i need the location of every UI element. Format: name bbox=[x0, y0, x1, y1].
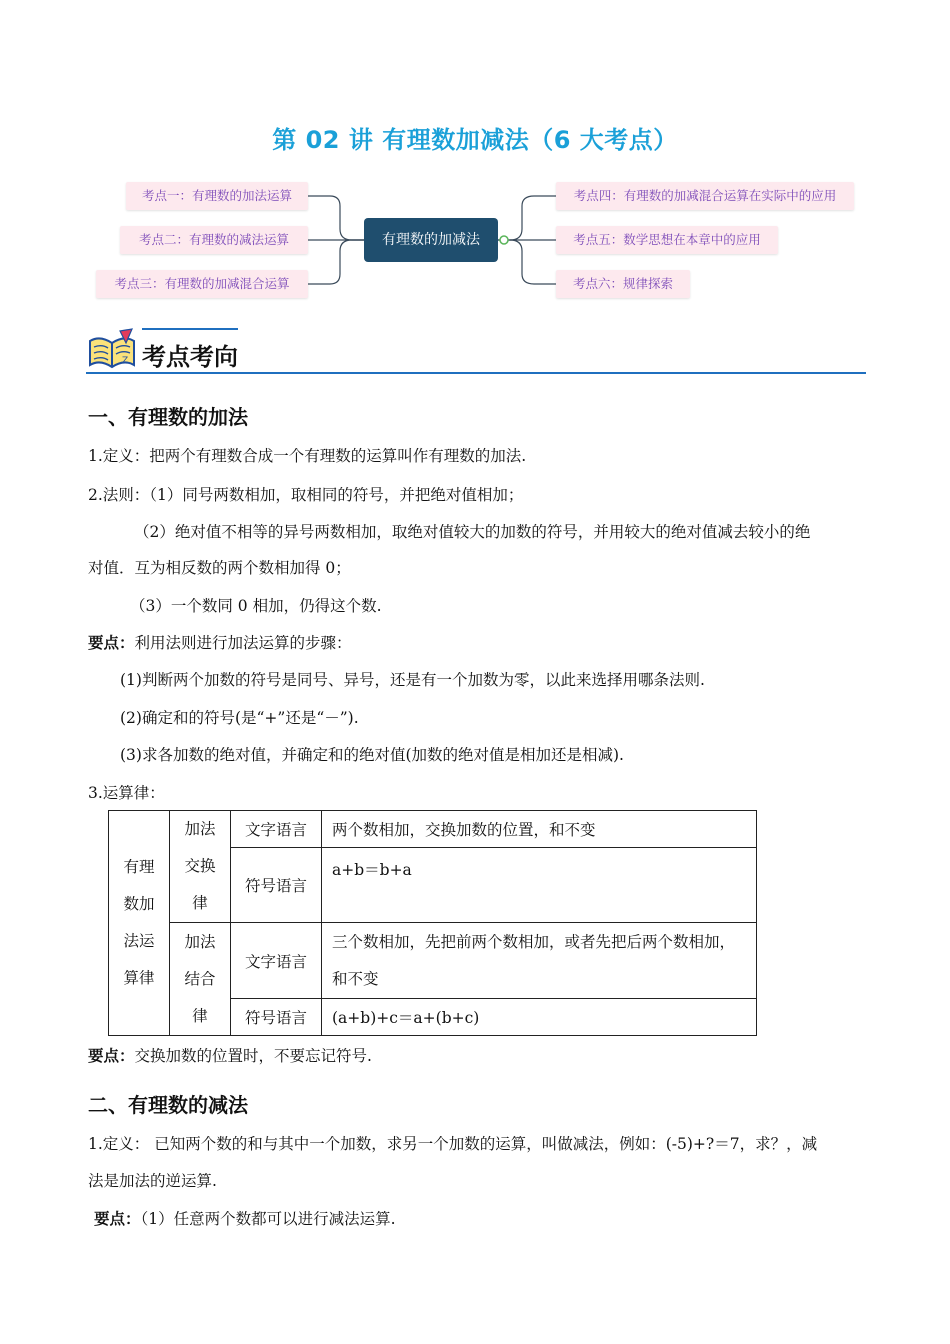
open-book-icon bbox=[86, 327, 138, 373]
heading-subtraction: 二、有理数的减法 bbox=[88, 1093, 248, 1117]
keypoint-label: 要点： bbox=[88, 1046, 135, 1065]
mindmap-node-right-1: 考点四：有理数的加减混合运算在实际中的应用 bbox=[556, 182, 854, 210]
mindmap-center-node: 有理数的加减法 bbox=[364, 218, 498, 262]
page-title: 第 02 讲 有理数加减法（6 大考点） bbox=[272, 126, 678, 154]
keypoint-label: 要点： bbox=[94, 1209, 141, 1228]
addition-rule-2b: 对值．互为相反数的两个数相加得 0； bbox=[88, 559, 351, 577]
keypoint-text: （1）任意两个数都可以进行减法运算. bbox=[140, 1210, 396, 1228]
keypoint-label: 要点： bbox=[88, 633, 135, 652]
heading-addition: 一、有理数的加法 bbox=[88, 405, 248, 429]
section-header bbox=[86, 325, 866, 377]
addition-step-1: (1)判断两个加数的符号是同号、异号，还是有一个加数为零，以此来选择用哪条法则. bbox=[120, 671, 705, 689]
section-header-title: 考点考向 bbox=[142, 343, 238, 371]
table-cell-text-lang: 文字语言 bbox=[231, 811, 322, 848]
addition-step-3: (3)求各加数的绝对值，并确定和的绝对值(加数的绝对值是相加还是相减). bbox=[120, 746, 624, 764]
table-group-cell: 有理 数加 法运 算律 bbox=[109, 811, 170, 1036]
table-cell-sym-lang: 符号语言 bbox=[231, 999, 322, 1036]
addition-laws-table bbox=[108, 810, 757, 1036]
mindmap-node-left-3: 考点三：有理数的加减混合运算 bbox=[96, 270, 308, 298]
keypoint-text: 利用法则进行加法运算的步骤： bbox=[134, 634, 352, 652]
subtraction-definition-b: 法是加法的逆运算. bbox=[88, 1172, 217, 1190]
subtraction-keypoint bbox=[94, 1209, 396, 1229]
commutative-law-name: 加法 交换 律 bbox=[170, 811, 231, 923]
mindmap-node-left-1: 考点一：有理数的加法运算 bbox=[126, 182, 308, 210]
associative-law-name: 加法 结合 律 bbox=[170, 923, 231, 1036]
addition-step-2: (2)确定和的符号(是“+”还是“－”). bbox=[120, 709, 359, 727]
table-cell-sym-lang: 符号语言 bbox=[231, 848, 322, 923]
mindmap-node-right-3: 考点六：规律探索 bbox=[556, 270, 690, 298]
keypoint-text: 交换加数的位置时，不要忘记符号. bbox=[134, 1047, 372, 1065]
associative-text: 三个数相加，先把前两个数相加，或者先把后两个数相加， 和不变 bbox=[322, 923, 757, 999]
commutative-text: 两个数相加，交换加数的位置，和不变 bbox=[322, 811, 757, 848]
addition-definition: 1.定义：把两个有理数合成一个有理数的运算叫作有理数的加法. bbox=[88, 447, 527, 465]
associative-symbol: (a+b)+c＝a+(b+c) bbox=[322, 999, 757, 1036]
subtraction-definition-a: 1.定义： 已知两个数的和与其中一个加数，求另一个加数的运算，叫做减法，例如：(-5)+?＝7，求？，减 bbox=[88, 1135, 818, 1153]
addition-rule-1: 2.法则：（1）同号两数相加，取相同的符号，并把绝对值相加； bbox=[88, 486, 524, 504]
table-cell-text-lang: 文字语言 bbox=[231, 923, 322, 999]
table-keypoint bbox=[88, 1046, 372, 1066]
mindmap-node-right-2: 考点五：数学思想在本章中的应用 bbox=[556, 226, 778, 254]
addition-keypoint bbox=[88, 633, 352, 653]
mindmap-node-left-2: 考点二：有理数的减法运算 bbox=[120, 226, 308, 254]
addition-rule-3: （3）一个数同 0 相加，仍得这个数. bbox=[130, 597, 382, 615]
addition-rule-2a: （2）绝对值不相等的异号两数相加，取绝对值较大的加数的符号，并用较大的绝对值减去较小的绝 bbox=[134, 523, 811, 541]
svg-text:Z: Z bbox=[122, 356, 129, 366]
laws-label: 3.运算律： bbox=[88, 784, 165, 802]
commutative-symbol: a+b＝b+a bbox=[322, 848, 757, 923]
